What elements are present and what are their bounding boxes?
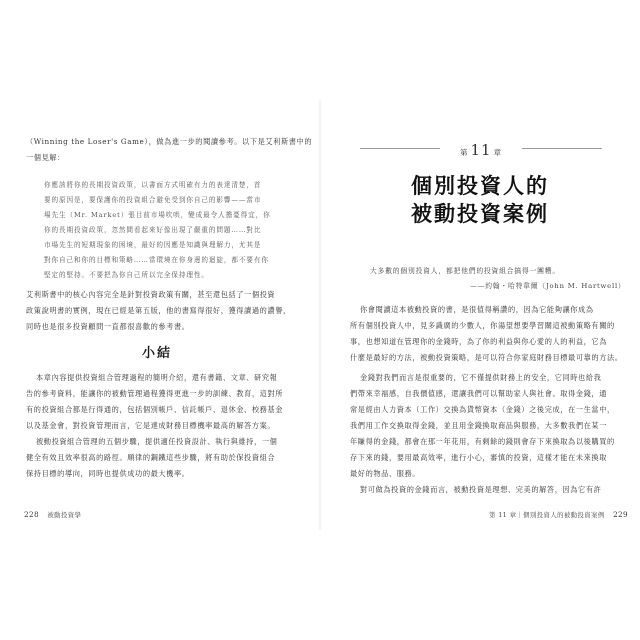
chapter-label — [441, 140, 521, 160]
page-number-right: 229 — [613, 510, 628, 519]
body-line: 艾利斯書中的核心內容完全是針對投資政策有關，甚至還包括了一個投資 — [26, 290, 276, 299]
chapter-label-post: 章 — [493, 148, 503, 157]
body-line: 存下來的錢，要用最高效率，進行小心，審慎的投資，這樣才能在未來換取 — [350, 453, 607, 462]
summary-line: 被動投資組合管理的五個步驟，提供適任投資設計、執行與維持，一個 — [36, 437, 278, 446]
right-footer — [489, 510, 628, 519]
intro-line-1: （Winning the Loser's Game），做為進一步的閱讀參考。以下是艾利斯書中的 — [26, 137, 313, 146]
body-line: 最好的物品、服務。 — [350, 469, 421, 478]
body-line: 政策說明書的實例，現在已經是第五版，他的書寫得很好，獲得讀過的讚譽， — [26, 306, 291, 315]
epigraph-quote: 大多數的個別投資人，都把他們的投資組合搞得一團糟。 — [370, 267, 560, 275]
summary-line: 告的參考資料，能讓你的被動管理過程獲得更進一步的訓練、教育，這對所 — [26, 389, 283, 398]
epigraph-attribution: ——約翰・哈特韋爾（John M. Hartwell） — [470, 282, 626, 290]
summary-line: 有的投資組合都是行得通的，包括個別帳戶、信託帳戶、退休金、校務基金 — [26, 405, 283, 414]
summary-line: 以及基金會，對投資管理而言，它是達成財務目標機率最高的解答方案。 — [26, 421, 276, 430]
left-footer — [24, 510, 81, 519]
body-line: 事，也想知道在管理你的金錢時，為了你的利益與你心愛的人的利益，它為 — [350, 337, 607, 346]
running-head-left: 被動投資學 — [47, 511, 82, 519]
chapter-rule-right — [522, 148, 602, 149]
chapter-title-line-2: 被動投資案例 — [411, 201, 549, 226]
body-line: 們帶來幸福感，自我價值感，還讓我們可以幫助家人與社會。取得金錢，通 — [350, 389, 607, 398]
chapter-number: 11 — [470, 141, 492, 159]
quote-line: 要的原因是，要保護你的投資組合避免受到你自己的影響——當市 — [44, 196, 262, 204]
chapter-title-line-1: 個別投資人的 — [411, 173, 549, 198]
running-head-right: 第 11 章｜個別投資人的被動投資案例 — [488, 511, 605, 519]
body-line: 我們用工作交換取得金錢，並且用金錢換取商品與服務，大多數我們在某一 — [350, 421, 607, 430]
summary-line: 本章內容提供投資組合管理過程的簡明介紹，還有書籍、文章、研究報 — [36, 373, 278, 382]
body-line: 什麼是最好的方法，被動投資策略，是可以符合你家庭財務目標最可靠的方法。 — [350, 353, 623, 362]
page-number-left: 228 — [24, 510, 39, 519]
body-line: 金錢對我們而言是很重要的，它不僅提供財務上的安全，它同時也給我 — [360, 373, 602, 382]
body-line: 年賺得的金錢，都會在那一年花用，有剩餘的錢則會存下來換取為以後購買的 — [350, 437, 615, 446]
body-line: 對可做為投資的金錢而言，被動投資是理想、完美的解答，因為它有許 — [360, 485, 602, 494]
quote-line: 市場先生的短期現象的困境，最好的因應是知識與理解力，尤其是 — [44, 241, 262, 249]
body-line: 同時也是很多投資顧問一直都很喜歡的參考書。 — [26, 322, 190, 331]
body-line: 常是經由人力資本（工作）交換為貨幣資本（金錢）之後完成，在一生當中， — [350, 405, 615, 414]
quote-line: 你的長期投資政策，忽然間看起來好像出現了嚴重的問題……對比 — [44, 226, 262, 234]
right-page — [320, 0, 640, 640]
quote-line: 場先生（Mr. Market）張目前市場吹哄，變成最令人擔憂得宜，你 — [44, 211, 271, 219]
intro-line-2: 一個見解： — [26, 153, 65, 162]
quote-line: 堅定的堅持。不要把為你自己所以完全保持理性。 — [44, 271, 209, 279]
summary-line: 保持目標的導向，同時也提供成功的最大機率。 — [26, 469, 190, 478]
section-title-summary: 小結 — [142, 346, 173, 361]
body-line: 你會閱讀這本被動投資的書，是很值得稱讚的，因為它能夠讓你成為 — [360, 305, 594, 314]
summary-line: 健全有效且效率很高的路徑。順律的鋼鐵這些步驟，將有助於保投資組合 — [26, 453, 276, 462]
quote-line: 你應該將你的長期投資政策，以書面方式明確有力的表達清楚，首 — [44, 181, 262, 189]
chapter-rule-left — [360, 148, 440, 149]
body-line: 所有個別投資人中，見多識廣的少數人，你湯望想要學習關這被動策略有關的 — [350, 321, 615, 330]
chapter-label-pre: 第 — [459, 148, 469, 157]
quote-line: 對你自己和你的目標和策略……當環境在你身邊的迴旋，都不要有你 — [44, 256, 269, 264]
